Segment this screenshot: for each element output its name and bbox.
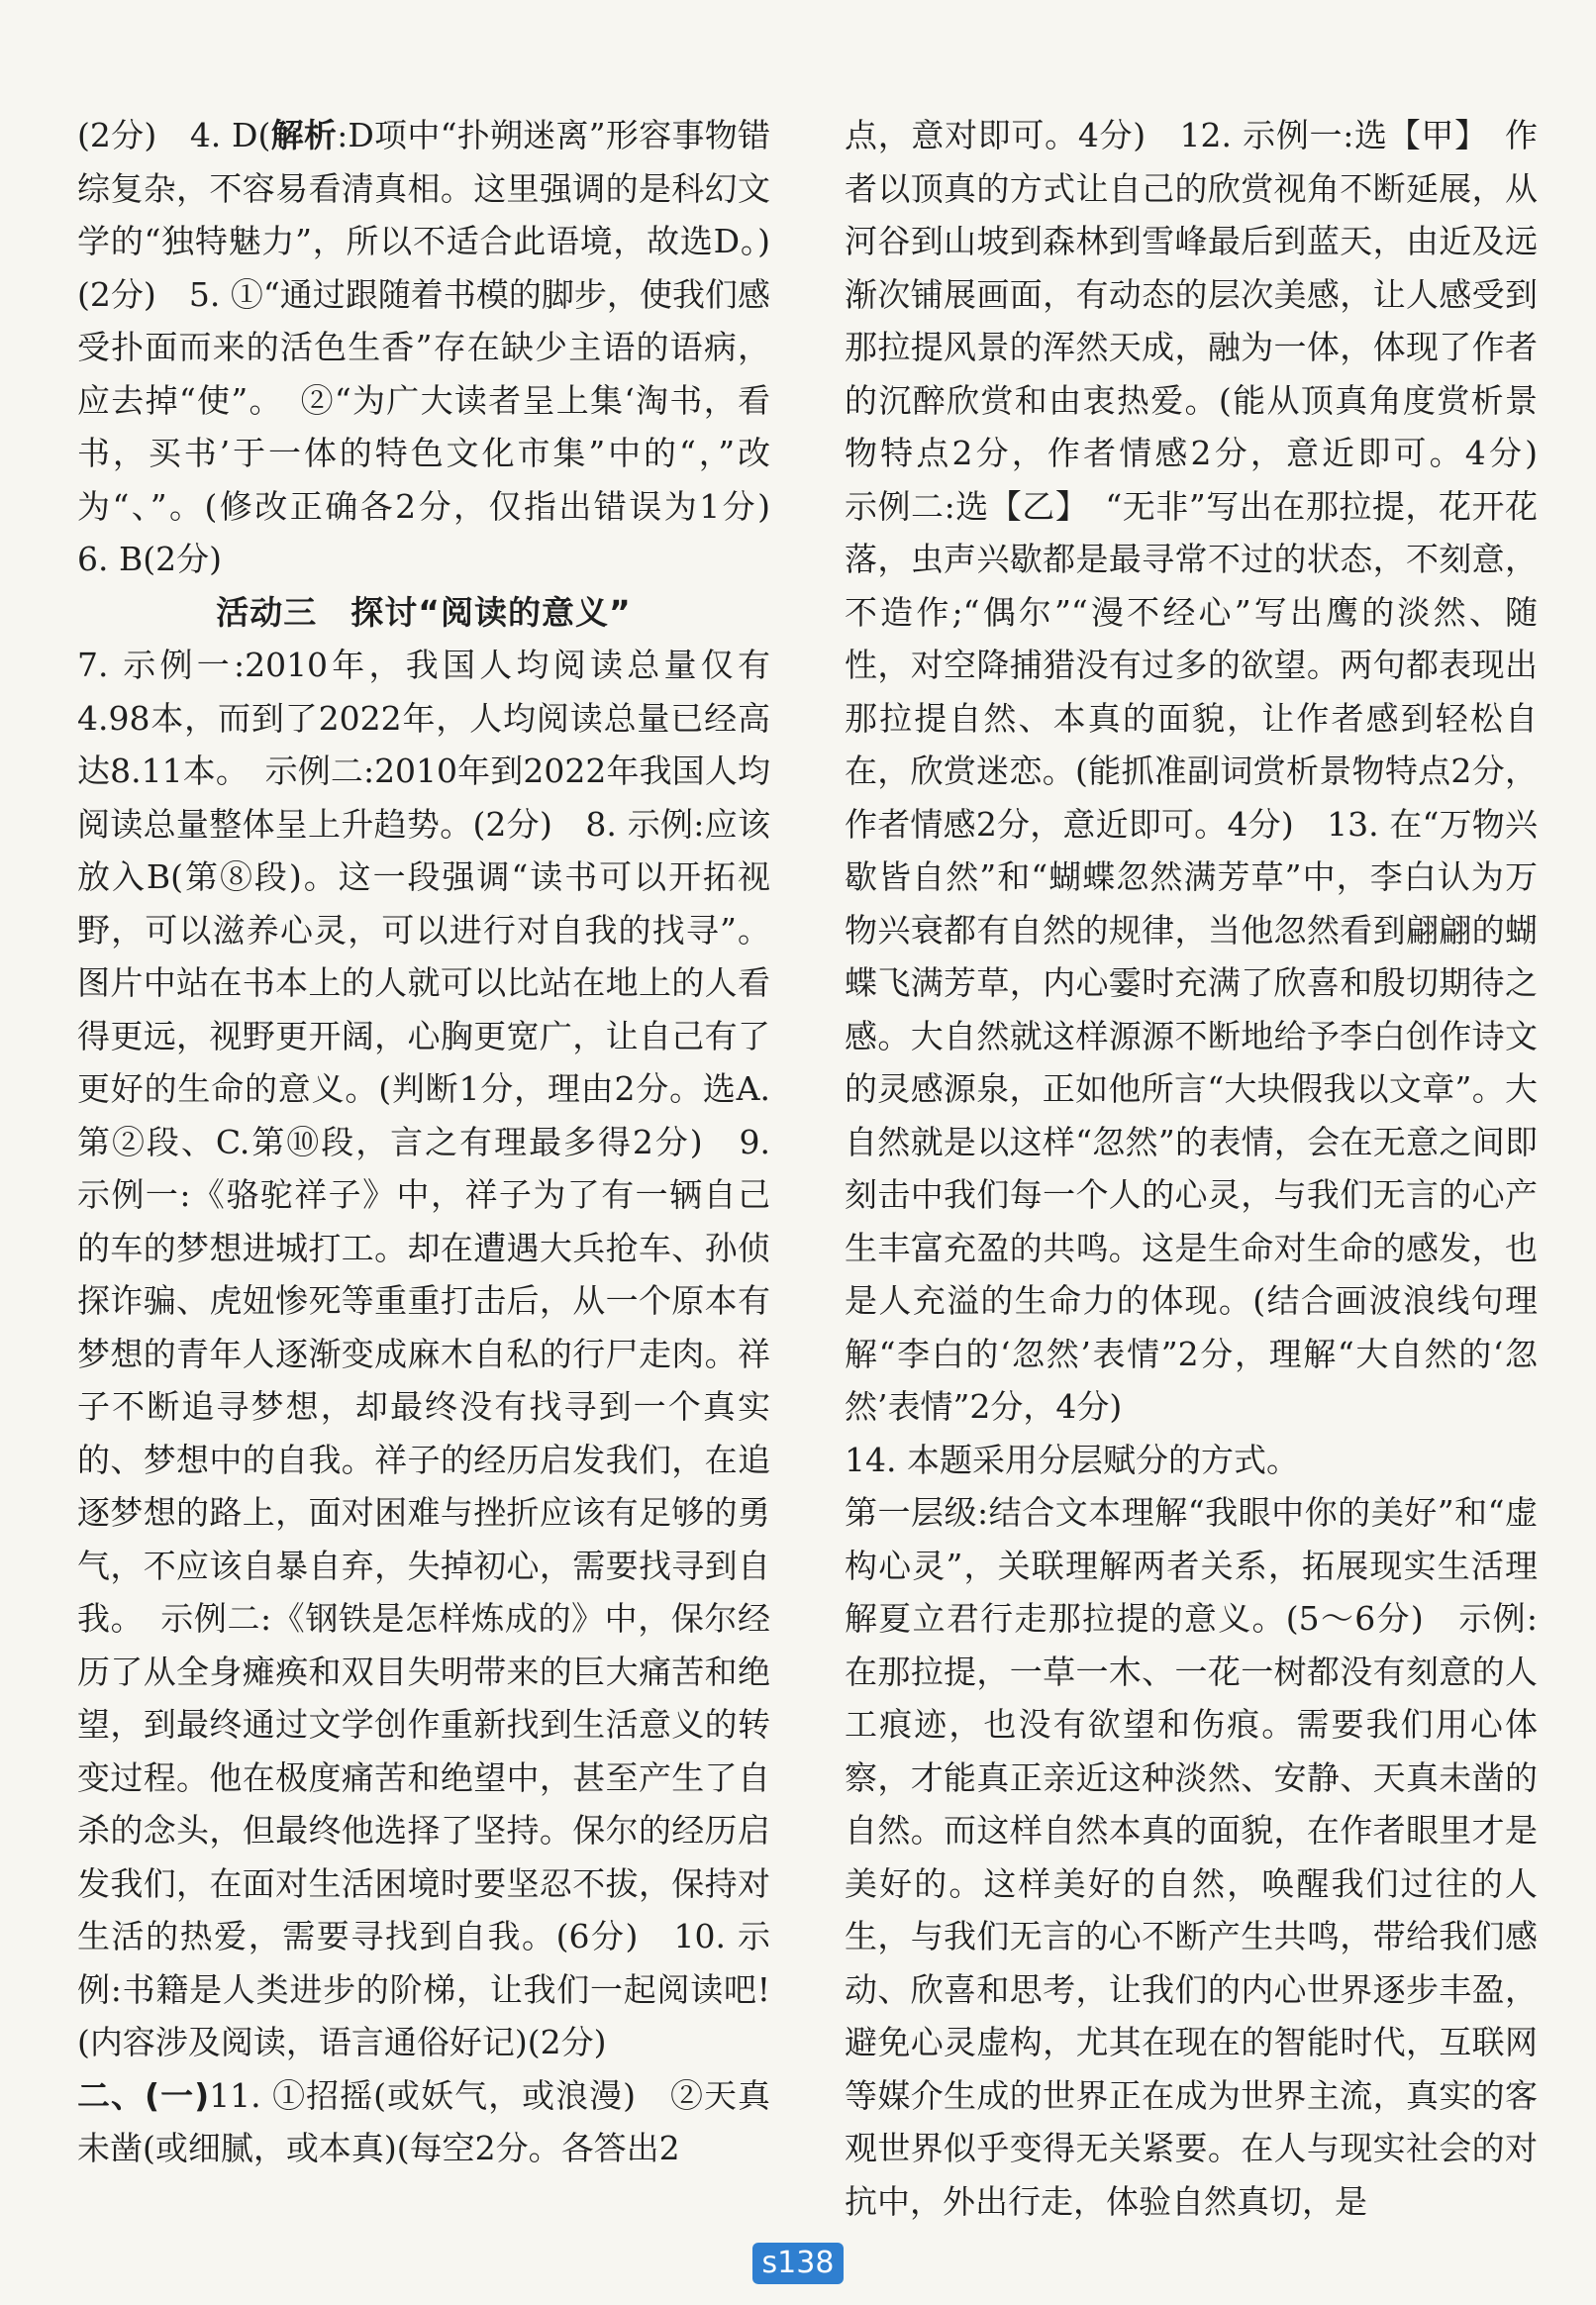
- part-label: 二、(一): [77, 2075, 210, 2115]
- answers-12-to-13: 点，意对即可。4分) 12. 示例一:选【甲】 作者以顶真的方式让自己的欣赏视角不断延展，从河谷到山坡到森林到雪峰最后到蓝天，由近及远渐次铺展画面，有动态的层次美感，让人感受到那拉提风景的浑然天成，融为一体，体现了作者的沉醉欣赏和由衷热爱。(能从顶真角度赏析景物特点2分，作者情感2分，意近即可。4分) 示例二:选【乙】 “无非”写出在那拉提，花开花落，虫声兴歇都是最寻常不过的状态，不刻意，不造作;“偶尔”“漫不经心”写出鹰的淡然、随性，对空降捕猎没有过多的欲望。两句都表现出那拉提自然、本真的面貌，让作者感到轻松自在，欣赏迷恋。(能抓准副词赏析景物特点2分，作者情感2分，意近即可。4分) 13. 在“万物兴歇皆自然”和“蝴蝶忽然满芳草”中，李白认为万物兴衰都有自然的规律，当他忽然看到翩翩的蝴蝶飞满芳草，内心霎时充满了欣喜和殷切期待之感。大自然就这样源源不断地给予李白创作诗文的灵感源泉，正如他所言“大块假我以文章”。大自然就是以这样“忽然”的表情，会在无意之间即刻击中我们每一个人的心灵，与我们无言的心产生丰富充盈的共鸣。这是生命对生命的感发，也是人充溢的生命力的体现。(结合画波浪线句理解“李白的‘忽然’表情”2分，理解“大自然的‘忽然’表情”2分，4分): [845, 116, 1570, 1426]
- analysis-label: 解析: [270, 116, 338, 154]
- answer-text: (2分) 4. D(: [77, 116, 271, 154]
- answer-11: [77, 2069, 770, 2175]
- answer-text: :D项中“扑朔迷离”形容事物错综复杂，不容易看清真相。这里强调的是科幻文学的“独特魅力”，所以不适合此语境，故选D。)(2分) 5. ①“通过跟随着书模的脚步，使我们感受扑面而来的活色生香”存在缺少主语的语病，应去掉“使”。 ②“为广大读者呈上集‘淘书，看书，买书’于一体的特色文化市集”中的“，”改为“、”。(修改正确各2分，仅指出错误为1分) 6. B(2分): [77, 116, 803, 578]
- section-heading: 活动三 探讨“阅读的意义”: [216, 592, 632, 632]
- answer-14-level-1: 第一层级:结合文本理解“我眼中你的美好”和“虚构心灵”，关联理解两者关系，拓展现实生活理解夏立君行走那拉提的意义。(5～6分) 示例:在那拉提，一草一木、一花一树都没有刻意的人工痕迹，也没有欲望和伤痕。需要我们用心体察，才能真正亲近这种淡然、安静、天真未凿的自然。而这样自然本真的面貌，在作者眼里才是美好的。这样美好的自然，唤醒我们过往的人生，与我们无言的心不断产生共鸣，带给我们感动、欣喜和思考，让我们的内心世界逐步丰盈，避免心灵虚构，尤其在现在的智能时代，互联网等媒介生成的世界正在成为世界主流，真实的客观世界似乎变得无关紧要。在人与现实社会的对抗中，外出行走，体验自然真切，是: [845, 1493, 1538, 2221]
- answer-14-intro: 14. 本题采用分层赋分的方式。: [845, 1440, 1299, 1479]
- left-column: [77, 109, 803, 2175]
- page-number: s138: [752, 2243, 845, 2284]
- answer-text: 11. ①招摇(或妖气，或浪漫) ②天真未凿(或细腻，或本真)(每空2分。各答出2: [77, 2075, 770, 2167]
- right-column: [845, 109, 1570, 2228]
- page-number-badge: [0, 2243, 1596, 2284]
- answers-4-to-6: [77, 109, 803, 586]
- answers-7-to-10: 7. 示例一:2010年，我国人均阅读总量仅有4.98本，而到了2022年，人均阅读总量已经高达8.11本。 示例二:2010年到2022年我国人均阅读总量整体呈上升趋势。(2分) 8. 示例:应该放入B(第⑧段)。这一段强调“读书可以开拓视野，可以滋养心灵，可以进行对自我的找寻”。图片中站在书本上的人就可以比站在地上的人看得更远，视野更开阔，心胸更宽广，让自己有了更好的生命的意义。(判断1分，理由2分。选A.第②段、C.第⑩段，言之有理最多得2分) 9. 示例一:《骆驼祥子》中，祥子为了有一辆自己的车的梦想进城打工。却在遭遇大兵抢车、孙侦探诈骗、虎妞惨死等重重打击后，从一个原本有梦想的青年人逐渐变成麻木自私的行尸走肉。祥子不断追寻梦想，却最终没有找寻到一个真实的、梦想中的自我。祥子的经历启发我们，在追逐梦想的路上，面对困难与挫折应该有足够的勇气，不应该自暴自弃，失掉初心，需要找寻到自我。 示例二:《钢铁是怎样炼成的》中，保尔经历了从全身瘫痪和双目失明带来的巨大痛苦和绝望，到最终通过文学创作重新找到生活意义的转变过程。他在极度痛苦和绝望中，甚至产生了自杀的念头，但最终他选择了坚持。保尔的经历启发我们，在面对生活困境时要坚忍不拔，保持对生活的热爱，需要寻找到自我。(6分) 10. 示例:书籍是人类进步的阶梯，让我们一起阅读吧!(内容涉及阅读，语言通俗好记)(2分): [77, 646, 770, 2061]
